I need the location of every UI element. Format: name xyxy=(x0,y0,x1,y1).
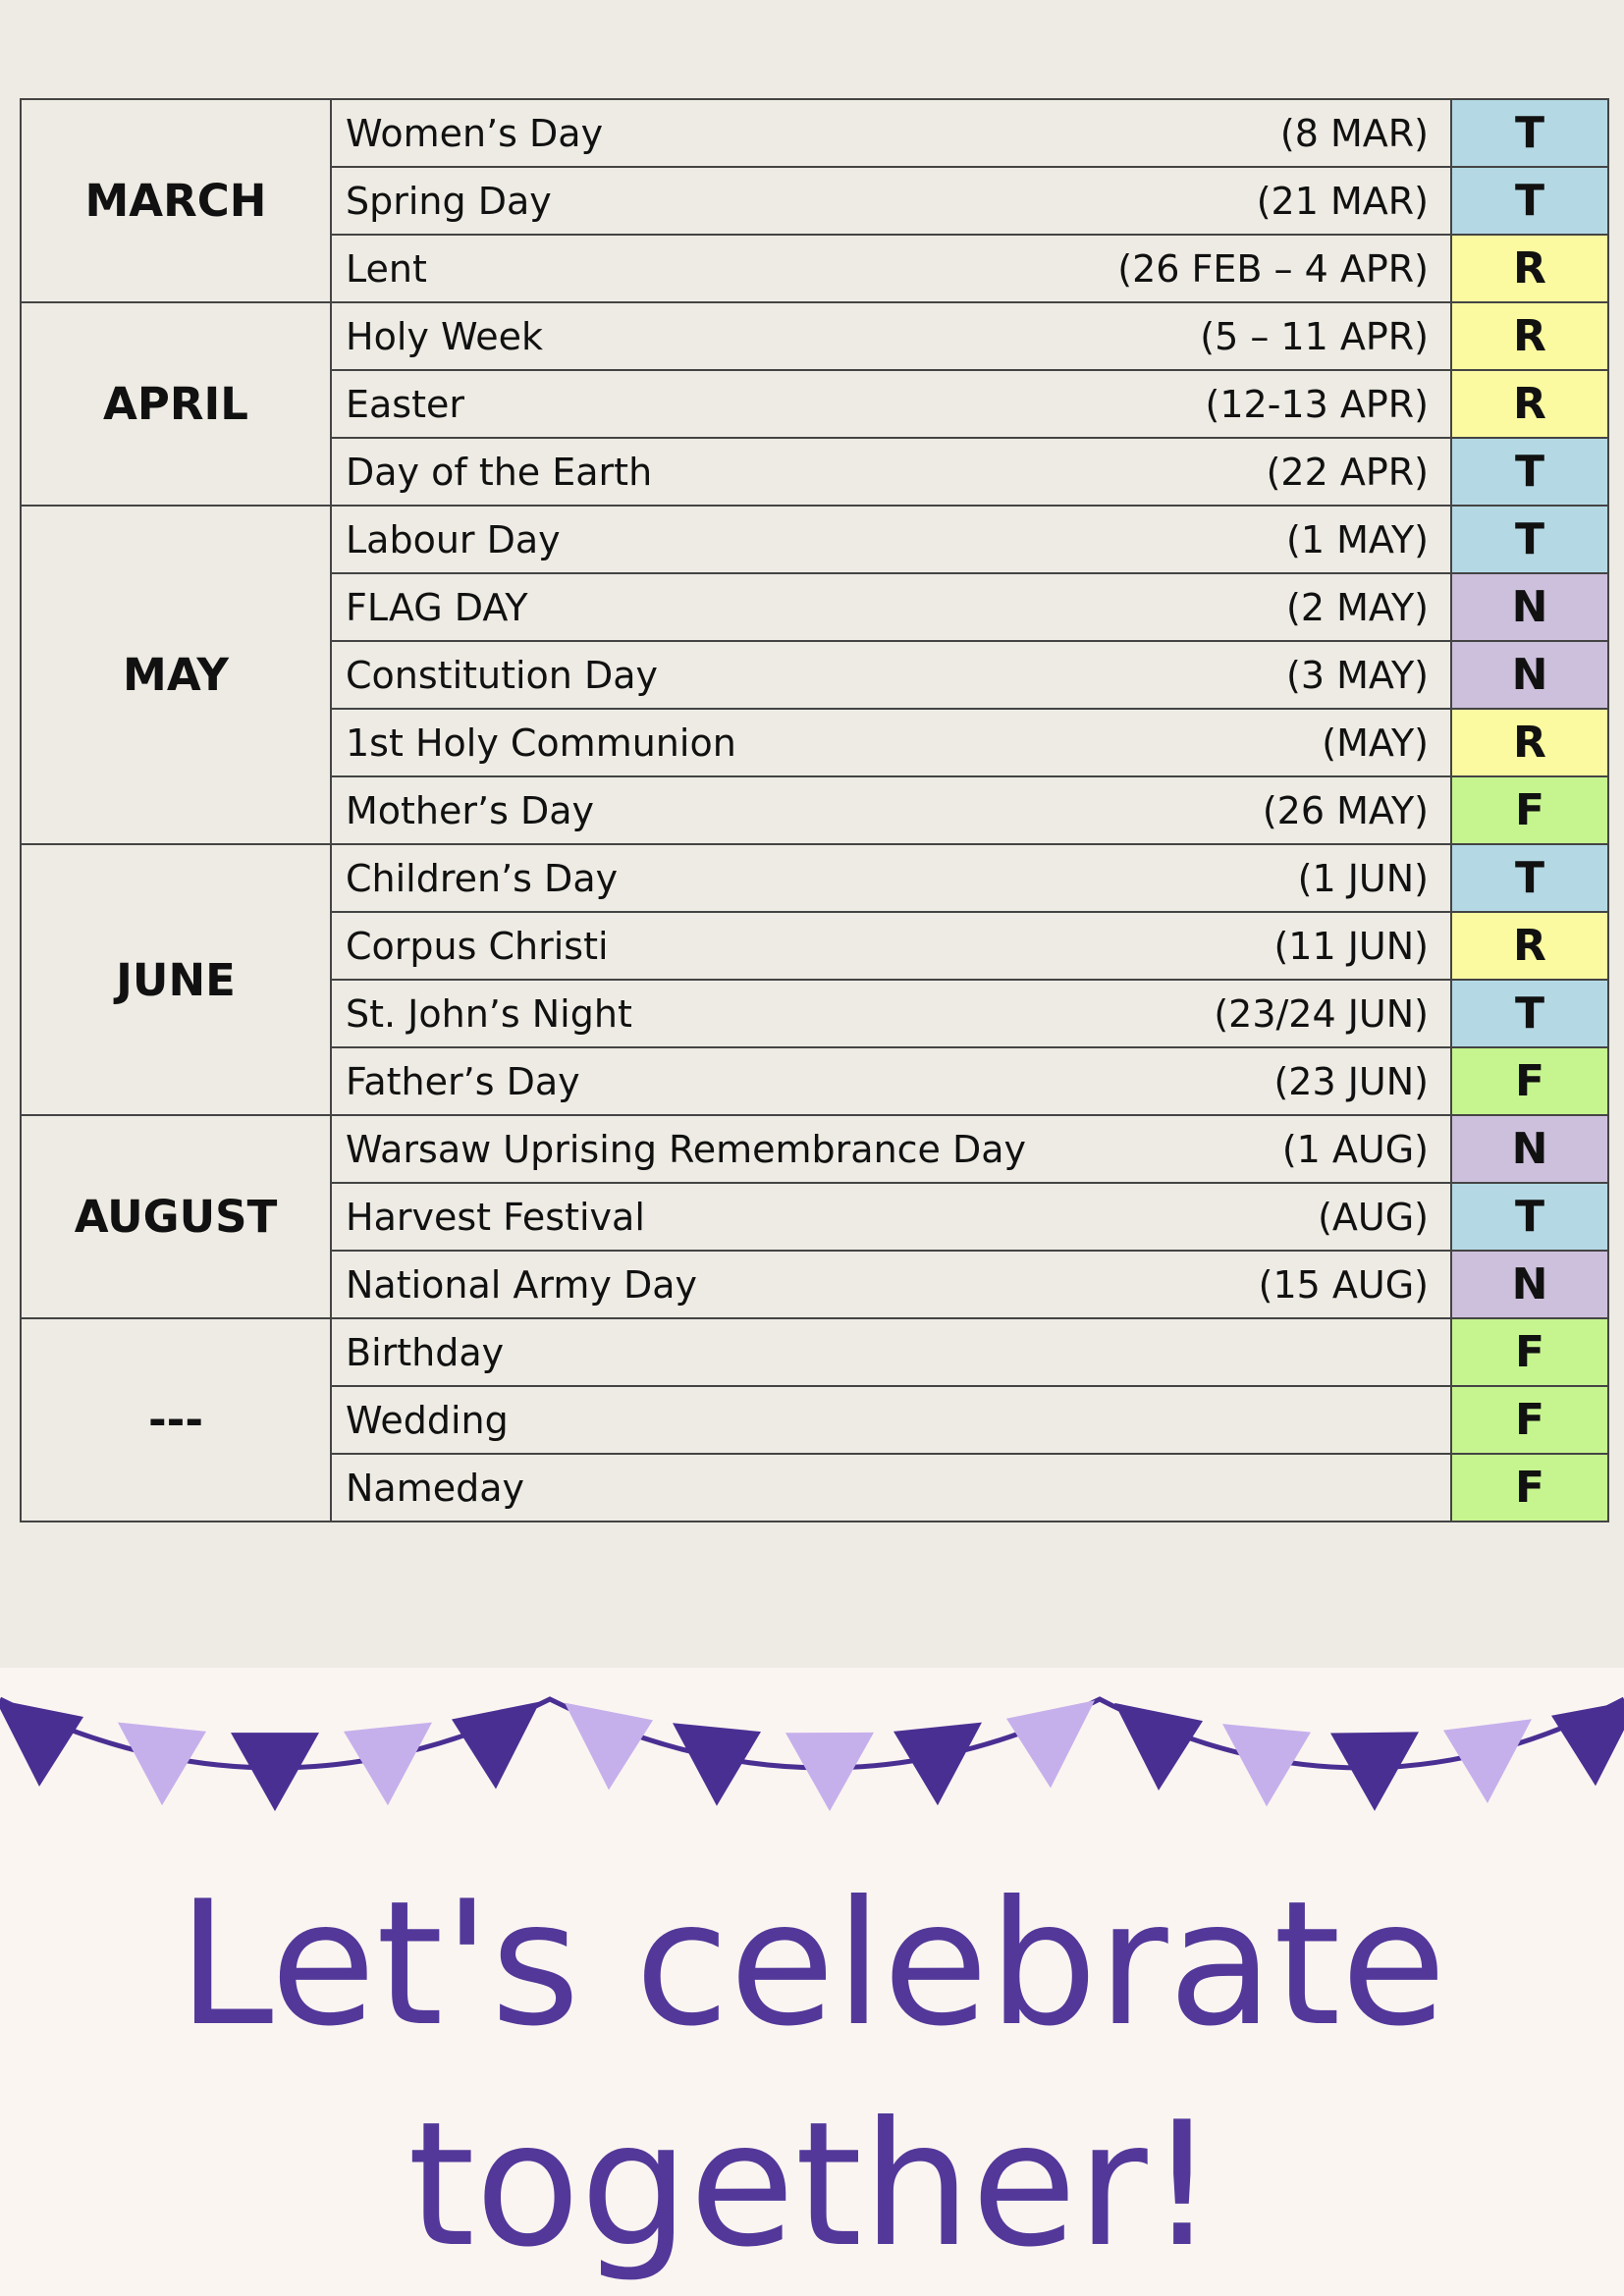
bunting-flag xyxy=(1006,1700,1095,1788)
month-label: MAY xyxy=(21,506,331,844)
event-cell-content xyxy=(332,1117,1450,1181)
event-cell xyxy=(331,776,1451,844)
category-code: R xyxy=(1451,235,1608,302)
event-name: Easter xyxy=(346,382,464,426)
event-cell-content xyxy=(332,575,1450,639)
event-name: Women’s Day xyxy=(346,111,604,155)
category-code: T xyxy=(1451,506,1608,573)
event-cell-content xyxy=(332,1320,1450,1384)
event-name: 1st Holy Communion xyxy=(346,721,736,765)
bunting-flag xyxy=(565,1703,653,1790)
event-name: Constitution Day xyxy=(346,653,659,697)
table-row xyxy=(21,302,1608,370)
event-cell xyxy=(331,844,1451,912)
event-name: Holy Week xyxy=(346,314,544,358)
category-code: T xyxy=(1451,167,1608,235)
event-name: Spring Day xyxy=(346,179,552,223)
event-cell-content xyxy=(332,1049,1450,1113)
event-name: Day of the Earth xyxy=(346,450,653,494)
bunting-flag xyxy=(231,1733,319,1811)
event-name: Mother’s Day xyxy=(346,788,595,832)
event-date: (1 MAY) xyxy=(1286,517,1429,561)
table-row xyxy=(21,1115,1608,1183)
month-label: MARCH xyxy=(21,99,331,302)
event-cell-content xyxy=(332,1456,1450,1520)
event-date: (AUG) xyxy=(1318,1195,1429,1239)
event-cell-content xyxy=(332,440,1450,504)
event-date: (8 MAR) xyxy=(1279,111,1429,155)
bunting-flag xyxy=(0,1699,83,1787)
event-cell-content xyxy=(332,372,1450,436)
event-date: (3 MAY) xyxy=(1286,653,1429,697)
category-code: F xyxy=(1451,1047,1608,1115)
headline-line-2: together! xyxy=(407,2086,1217,2285)
event-name: Harvest Festival xyxy=(346,1195,645,1239)
event-name: Lent xyxy=(346,246,427,291)
event-cell-content xyxy=(332,1185,1450,1249)
event-date: (22 APR) xyxy=(1266,450,1429,494)
event-cell-content xyxy=(332,982,1450,1045)
category-code: T xyxy=(1451,99,1608,167)
event-date: (12-13 APR) xyxy=(1205,382,1429,426)
event-name: St. John’s Night xyxy=(346,991,632,1036)
category-code: F xyxy=(1451,1454,1608,1522)
event-date: (23 JUN) xyxy=(1273,1059,1429,1103)
event-cell xyxy=(331,1251,1451,1318)
event-date: (26 MAY) xyxy=(1262,788,1429,832)
category-code: R xyxy=(1451,370,1608,438)
holiday-table-body xyxy=(21,99,1608,1522)
category-code: R xyxy=(1451,912,1608,980)
event-date: (1 JUN) xyxy=(1297,856,1429,900)
category-code: F xyxy=(1451,776,1608,844)
event-name: Birthday xyxy=(346,1330,505,1374)
month-label: APRIL xyxy=(21,302,331,506)
category-code: R xyxy=(1451,302,1608,370)
holiday-table-container xyxy=(20,98,1607,1522)
event-cell-content xyxy=(332,169,1450,233)
event-cell-content xyxy=(332,914,1450,978)
category-code: T xyxy=(1451,980,1608,1047)
event-cell-content xyxy=(332,846,1450,910)
headline-line-1: Let's celebrate xyxy=(177,1865,1447,2064)
category-code: T xyxy=(1451,844,1608,912)
event-name: FLAG DAY xyxy=(346,585,528,629)
event-cell-content xyxy=(332,711,1450,774)
bunting-flag xyxy=(452,1701,540,1789)
category-code: N xyxy=(1451,641,1608,709)
bunting-flag xyxy=(1114,1703,1203,1790)
event-cell xyxy=(331,302,1451,370)
event-cell xyxy=(331,1183,1451,1251)
category-code: T xyxy=(1451,1183,1608,1251)
month-label: --- xyxy=(21,1318,331,1522)
banner-headline xyxy=(0,1854,1624,2296)
event-cell xyxy=(331,235,1451,302)
bunting-flag xyxy=(785,1733,874,1811)
event-cell-content xyxy=(332,643,1450,707)
event-name: Children’s Day xyxy=(346,856,619,900)
event-date: (5 – 11 APR) xyxy=(1200,314,1429,358)
event-name: Corpus Christi xyxy=(346,924,609,968)
category-code: T xyxy=(1451,438,1608,506)
event-cell xyxy=(331,1386,1451,1454)
event-cell xyxy=(331,1318,1451,1386)
event-cell xyxy=(331,99,1451,167)
event-name: Wedding xyxy=(346,1398,509,1442)
event-date: (11 JUN) xyxy=(1273,924,1429,968)
event-cell xyxy=(331,506,1451,573)
event-cell-content xyxy=(332,507,1450,571)
event-cell xyxy=(331,980,1451,1047)
event-name: National Army Day xyxy=(346,1262,697,1307)
category-code: F xyxy=(1451,1386,1608,1454)
table-row xyxy=(21,1318,1608,1386)
event-date: (15 AUG) xyxy=(1258,1262,1429,1307)
table-row xyxy=(21,99,1608,167)
bunting-flag xyxy=(1551,1699,1624,1786)
bunting-flag xyxy=(1330,1732,1419,1811)
event-date: (23/24 JUN) xyxy=(1214,991,1429,1036)
holiday-calendar-table xyxy=(20,98,1609,1522)
event-cell xyxy=(331,641,1451,709)
event-cell xyxy=(331,370,1451,438)
event-date: (1 AUG) xyxy=(1281,1127,1429,1171)
table-row xyxy=(21,506,1608,573)
event-cell-content xyxy=(332,304,1450,368)
event-date: (21 MAR) xyxy=(1256,179,1429,223)
category-code: F xyxy=(1451,1318,1608,1386)
event-date: (MAY) xyxy=(1322,721,1429,765)
event-cell xyxy=(331,573,1451,641)
event-name: Nameday xyxy=(346,1466,525,1510)
event-name: Father’s Day xyxy=(346,1059,580,1103)
bunting-garland-icon xyxy=(0,1668,1624,1844)
event-cell xyxy=(331,438,1451,506)
event-cell xyxy=(331,912,1451,980)
event-name: Labour Day xyxy=(346,517,561,561)
month-label: JUNE xyxy=(21,844,331,1115)
event-cell-content xyxy=(332,101,1450,165)
event-cell-content xyxy=(332,237,1450,300)
event-cell xyxy=(331,709,1451,776)
celebration-banner xyxy=(0,1668,1624,2296)
event-cell-content xyxy=(332,1253,1450,1316)
event-cell-content xyxy=(332,1388,1450,1452)
event-date: (26 FEB – 4 APR) xyxy=(1117,246,1429,291)
event-cell xyxy=(331,167,1451,235)
category-code: N xyxy=(1451,573,1608,641)
category-code: N xyxy=(1451,1251,1608,1318)
event-name: Warsaw Uprising Remembrance Day xyxy=(346,1127,1027,1171)
event-cell xyxy=(331,1454,1451,1522)
event-cell xyxy=(331,1115,1451,1183)
category-code: R xyxy=(1451,709,1608,776)
table-row xyxy=(21,844,1608,912)
event-cell-content xyxy=(332,778,1450,842)
category-code: N xyxy=(1451,1115,1608,1183)
event-date: (2 MAY) xyxy=(1286,585,1429,629)
event-cell xyxy=(331,1047,1451,1115)
month-label: AUGUST xyxy=(21,1115,331,1318)
